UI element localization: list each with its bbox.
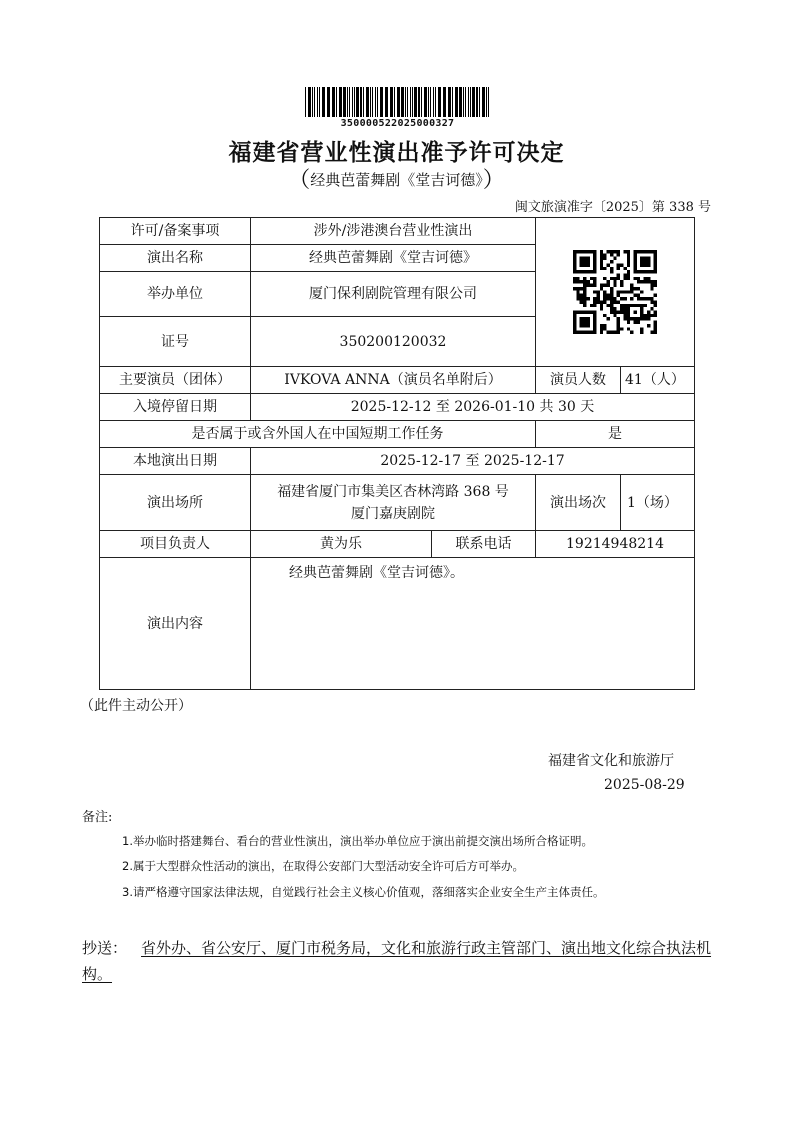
local-dates-label: 本地演出日期 [100, 448, 251, 475]
barcode-number: 350000522025000327 [340, 118, 455, 129]
venue-value [251, 475, 536, 531]
license-form-table [99, 217, 695, 690]
carbon-copy [82, 935, 716, 987]
notes-title: 备注: [82, 810, 113, 825]
phone-value: 19214948214 [536, 531, 695, 558]
performer-count-label: 演员人数 [536, 367, 621, 394]
show-name-label: 演出名称 [100, 245, 251, 272]
barcode [305, 87, 490, 117]
document-title: 福建省营业性演出准予许可决定 [228, 140, 565, 166]
stay-period-value: 2025-12-12 至 2026-01-10 共 30 天 [251, 394, 695, 421]
document-subtitle [0, 163, 793, 194]
public-disclosure-note: （此件主动公开） [80, 698, 192, 714]
manager-label: 项目负责人 [100, 531, 251, 558]
short-work-value: 是 [536, 421, 695, 448]
venue-name: 厦门嘉庚剧院 [351, 505, 435, 522]
cc-label: 抄送： [82, 939, 128, 957]
content-value: 经典芭蕾舞剧《堂吉诃德》。 [251, 558, 695, 690]
license-item-label: 许可/备案事项 [100, 218, 251, 245]
organizer-value: 厦门保利剧院管理有限公司 [251, 272, 536, 317]
cert-no-value: 350200120032 [251, 317, 536, 367]
content-label: 演出内容 [100, 558, 251, 690]
cert-no-label: 证号 [100, 317, 251, 367]
note-item-2: 2.属于大型群众性活动的演出，在取得公安部门大型活动安全许可后方可举办。 [122, 859, 524, 873]
venue-address: 福建省厦门市集美区杏林湾路 368 号 [277, 483, 509, 500]
cc-recipients: 省外办、省公安厅、厦门市税务局，文化和旅游行政主管部门、演出地文化综合执法机构。 [82, 939, 712, 983]
subtitle-close-paren: ） [482, 168, 505, 193]
note-item-3: 3.请严格遵守国家法律法规，自觉践行社会主义核心价值观，落细落实企业安全生产主体责任。 [122, 885, 605, 899]
subtitle-open-paren: （ [288, 168, 311, 193]
sessions-label: 演出场次 [536, 475, 621, 531]
main-performer-label: 主要演员（团体） [100, 367, 251, 394]
note-item-1: 1.举办临时搭建舞台、看台的营业性演出，演出举办单位应于演出前提交演出场所合格证明。 [122, 834, 593, 848]
sessions-value: 1（场） [621, 475, 695, 531]
issue-date: 2025-08-29 [604, 777, 685, 793]
document-number: 闽文旅演准字〔2025〕第 338 号 [514, 200, 711, 215]
qr-code-cell [536, 218, 695, 367]
short-work-label: 是否属于或含外国人在中国短期工作任务 [100, 421, 536, 448]
organizer-label: 举办单位 [100, 272, 251, 317]
phone-label: 联系电话 [432, 531, 536, 558]
stay-period-label: 入境停留日期 [100, 394, 251, 421]
license-item-value: 涉外/涉港澳台营业性演出 [251, 218, 536, 245]
performer-count-value: 41（人） [621, 367, 695, 394]
local-dates-value: 2025-12-17 至 2025-12-17 [251, 448, 695, 475]
subtitle-text: 经典芭蕾舞剧《堂吉诃德》 [310, 171, 483, 189]
issuing-authority: 福建省文化和旅游厅 [548, 753, 674, 769]
main-performer-value: IVKOVA ANNA（演员名单附后） [251, 367, 536, 394]
show-name-value: 经典芭蕾舞剧《堂吉诃德》 [251, 245, 536, 272]
manager-value: 黄为乐 [251, 531, 432, 558]
qr-code [573, 250, 657, 334]
venue-label: 演出场所 [100, 475, 251, 531]
